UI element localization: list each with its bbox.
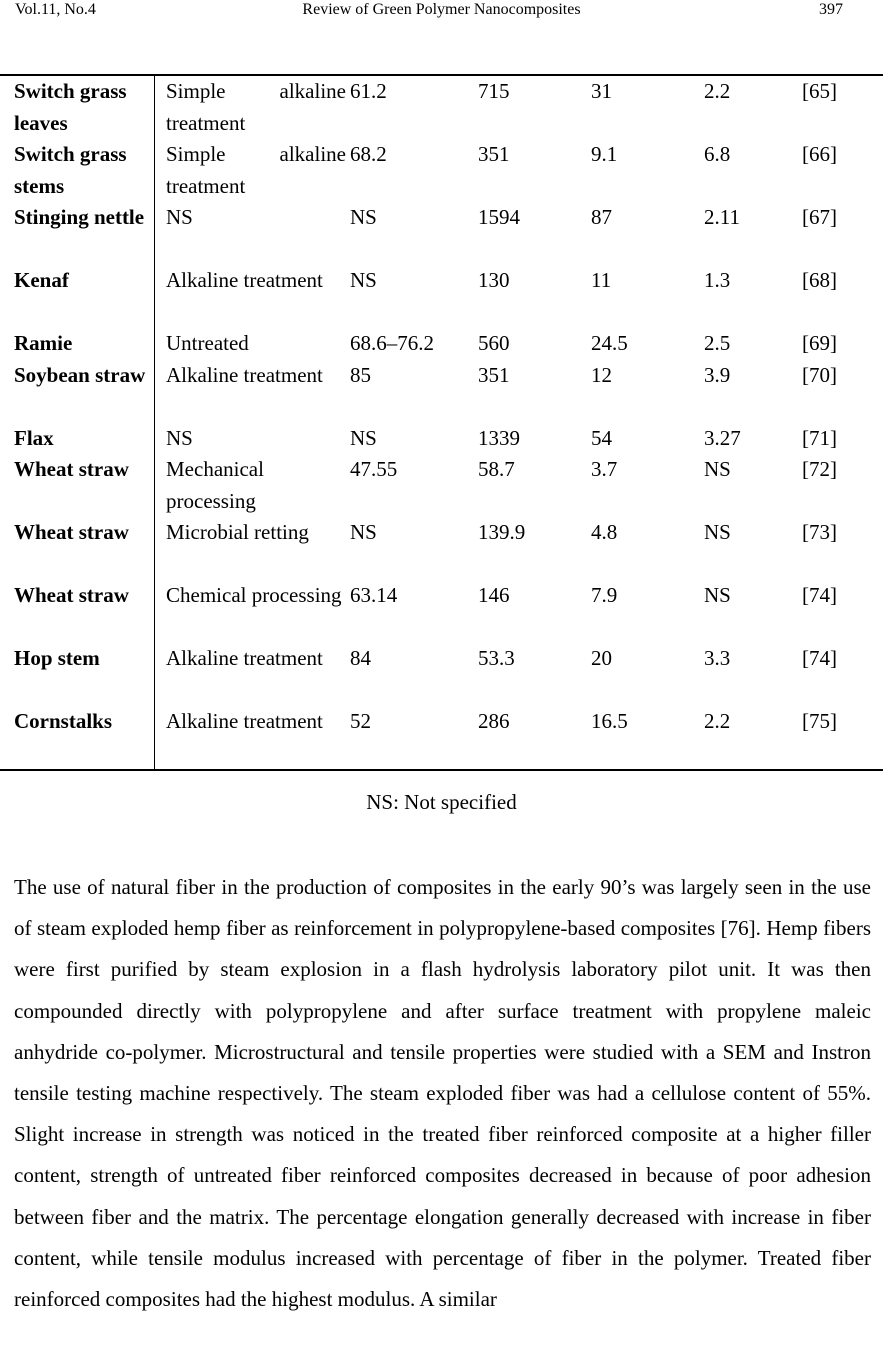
value-cell: 24.5: [591, 331, 628, 355]
value-cell: [71]: [802, 425, 837, 450]
value-cell: 130: [478, 268, 510, 292]
value-cell: 63.14: [350, 583, 398, 607]
value-cell: [65]: [802, 79, 837, 103]
value-cell: 68.2: [350, 142, 387, 166]
value-cell: [73]: [802, 520, 837, 544]
table-column-divider: [154, 76, 155, 769]
table-body: [0, 76, 883, 769]
treatment-cell: Alkaline treatment: [166, 709, 323, 733]
value-cell: 3.9: [704, 362, 731, 387]
value-cell: 85: [350, 362, 371, 387]
fiber-name-cell: Wheat straw: [14, 457, 129, 481]
value-cell: 146: [478, 583, 510, 607]
table-row: [0, 517, 883, 580]
body-paragraph: The use of natural fiber in the production of composites in the early 90’s was largely seen in the use of steam exploded hemp fiber as reinforcement in polypropylene-based composites [76]. Hemp fibers were first purified by steam explosion in a flash hydrolysis laboratory pilot unit. It was then compounded directly with polypropylene and after surface treatment with propylene maleic anhydride co-polymer. Microstructural and tensile properties were studied with a SEM and Instron tensile testing machine respectively. The steam exploded fiber was had a cellulose content of 55%. Slight increase in strength was noticed in the treated fiber reinforced composite at a higher filler content, strength of untreated fiber reinforced composites decreased in because of poor adhesion between fiber and the matrix. The percentage elongation generally decreased with increase in fiber content, while tensile modulus increased with percentage of fiber in the polymer. Treated fiber reinforced composites had the highest modulus. A similar: [14, 875, 871, 1312]
table-row: [0, 643, 883, 706]
value-cell: [70]: [802, 362, 837, 387]
fiber-name-cell: Hop stem: [14, 646, 100, 670]
value-cell: [68]: [802, 268, 837, 292]
treatment-cell: Simple alkaline treatment: [166, 79, 346, 135]
value-cell: 9.1: [591, 142, 618, 166]
value-cell: 715: [478, 79, 510, 103]
treatment-cell: Chemical processing: [166, 583, 342, 607]
fiber-name-cell: Stinging nettle: [14, 205, 145, 229]
value-cell: NS: [350, 520, 377, 544]
value-cell: 2.5: [704, 331, 731, 355]
value-cell: 1.3: [704, 268, 731, 292]
value-cell: 3.3: [704, 646, 731, 670]
value-cell: NS: [704, 520, 731, 544]
fiber-name-cell: Ramie: [14, 331, 73, 355]
running-header: [0, 0, 883, 20]
table-row: [0, 423, 883, 455]
value-cell: NS: [704, 457, 731, 481]
value-cell: 2.2: [704, 79, 731, 103]
fiber-properties-table: [0, 74, 883, 771]
value-cell: 61.2: [350, 79, 387, 103]
value-cell: NS: [350, 205, 377, 229]
fiber-name-cell: Wheat straw: [14, 583, 129, 607]
page-number: 397: [819, 1, 843, 18]
value-cell: 20: [591, 646, 612, 670]
value-cell: 3.7: [591, 457, 618, 481]
table-row: [0, 580, 883, 643]
value-cell: [74]: [802, 583, 837, 607]
value-cell: 1339: [478, 425, 520, 450]
journal-volume: Vol.11, No.4: [15, 1, 96, 18]
value-cell: NS: [704, 583, 731, 607]
table-row: [0, 328, 883, 360]
treatment-cell: Alkaline treatment: [166, 268, 323, 292]
treatment-cell: Microbial retting: [166, 520, 309, 544]
value-cell: 139.9: [478, 520, 526, 544]
value-cell: 53.3: [478, 646, 515, 670]
table-row: [0, 265, 883, 328]
value-cell: 12: [591, 362, 612, 387]
table-row: [0, 706, 883, 769]
value-cell: 54: [591, 425, 612, 450]
value-cell: 1594: [478, 205, 520, 229]
value-cell: 47.55: [350, 457, 398, 481]
value-cell: NS: [350, 268, 377, 292]
value-cell: 31: [591, 79, 612, 103]
value-cell: 351: [478, 362, 510, 387]
value-cell: [66]: [802, 142, 837, 166]
treatment-cell: Mechanical processing: [166, 457, 264, 513]
value-cell: 84: [350, 646, 371, 670]
value-cell: 2.11: [704, 205, 740, 229]
value-cell: NS: [350, 425, 377, 450]
value-cell: 3.27: [704, 425, 741, 450]
fiber-name-cell: Wheat straw: [14, 520, 129, 544]
value-cell: 6.8: [704, 142, 731, 166]
value-cell: 68.6–76.2: [350, 331, 434, 355]
fiber-name-cell: Kenaf: [14, 268, 69, 292]
value-cell: [69]: [802, 331, 837, 355]
treatment-cell: Alkaline treatment: [166, 362, 323, 387]
table-row: [0, 202, 883, 265]
treatment-cell: NS: [166, 425, 193, 450]
value-cell: 7.9: [591, 583, 618, 607]
value-cell: 4.8: [591, 520, 618, 544]
treatment-cell: Simple alkaline treatment: [166, 142, 346, 198]
fiber-name-cell: Switch grass stems: [14, 142, 127, 198]
fiber-name-cell: Switch grass leaves: [14, 79, 127, 135]
value-cell: 2.2: [704, 709, 731, 733]
fiber-name-cell: Flax: [14, 425, 54, 450]
table-row: [0, 139, 883, 202]
treatment-cell: Untreated: [166, 331, 249, 355]
running-title: Review of Green Polymer Nanocomposites: [302, 1, 581, 18]
value-cell: 58.7: [478, 457, 515, 481]
value-cell: [67]: [802, 205, 837, 229]
table-row: [0, 76, 883, 139]
fiber-name-cell: Soybean straw: [14, 362, 146, 387]
treatment-cell: Alkaline treatment: [166, 646, 323, 670]
value-cell: 351: [478, 142, 510, 166]
table-row: [0, 454, 883, 517]
treatment-cell: NS: [166, 205, 193, 229]
table-footnote: NS: Not specified: [366, 790, 517, 814]
value-cell: [74]: [802, 646, 837, 670]
value-cell: 52: [350, 709, 371, 733]
table-row: [0, 360, 883, 423]
value-cell: 87: [591, 205, 612, 229]
value-cell: 286: [478, 709, 510, 733]
value-cell: 16.5: [591, 709, 628, 733]
value-cell: [75]: [802, 709, 837, 733]
value-cell: 11: [591, 268, 612, 292]
fiber-name-cell: Cornstalks: [14, 709, 113, 733]
value-cell: 560: [478, 331, 510, 355]
value-cell: [72]: [802, 457, 837, 481]
